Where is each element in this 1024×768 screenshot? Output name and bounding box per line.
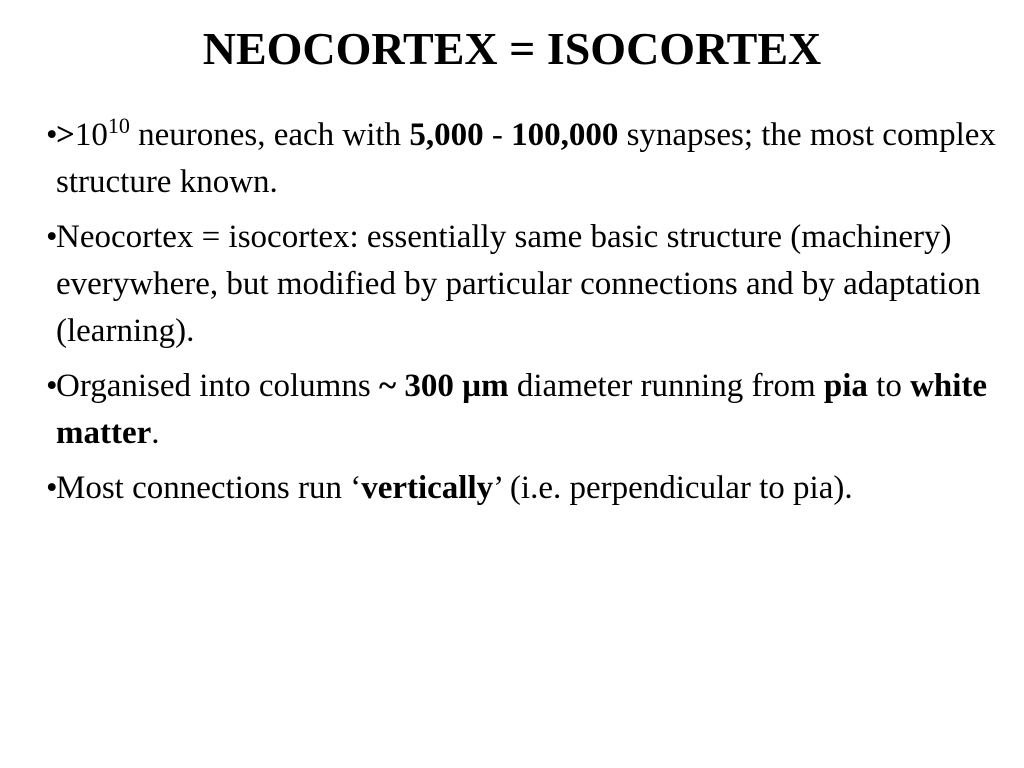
term-vertically: vertically xyxy=(361,470,494,506)
bullet-dot: • xyxy=(46,470,58,506)
bullet-text: diameter running from xyxy=(508,368,824,404)
bullet-dot: • xyxy=(46,117,58,153)
neuron-count-exponent: 10 xyxy=(107,113,130,138)
bullet-text: Most connections run ‘ xyxy=(56,470,362,506)
bullet-dot: • xyxy=(46,219,58,255)
bullet-text: Organised into columns xyxy=(56,368,379,404)
bullet-connections xyxy=(46,465,996,512)
neuron-count-base: 10 xyxy=(74,117,108,153)
greater-than-sign: > xyxy=(56,117,75,153)
bullet-list xyxy=(46,112,996,520)
synapse-min: 5,000 xyxy=(409,117,484,153)
slide-title: NEOCORTEX = ISOCORTEX xyxy=(202,23,822,74)
column-diameter: ~ 300 µm xyxy=(378,368,509,404)
bullet-text: synapses; the most complex structure known. xyxy=(56,117,996,200)
bullet-text: neurones, each with xyxy=(129,117,410,153)
bullet-dot: • xyxy=(46,368,58,404)
bullet-text: Neocortex = isocortex: essentially same basic structure (machinery) everywhere, but modified by particular connections and by adaptation (learning). xyxy=(56,219,981,349)
bullet-text: . xyxy=(151,415,160,451)
bullet-text: - xyxy=(483,117,512,153)
bullet-neurones xyxy=(46,112,996,206)
term-white-matter: white matter xyxy=(56,368,988,451)
bullet-columns xyxy=(46,363,996,457)
synapse-max: 100,000 xyxy=(511,117,619,153)
bullet-text: to xyxy=(867,368,911,404)
bullet-isocortex xyxy=(46,214,996,355)
bullet-text: ’ (i.e. perpendicular to pia). xyxy=(493,470,853,506)
term-pia: pia xyxy=(823,368,868,404)
